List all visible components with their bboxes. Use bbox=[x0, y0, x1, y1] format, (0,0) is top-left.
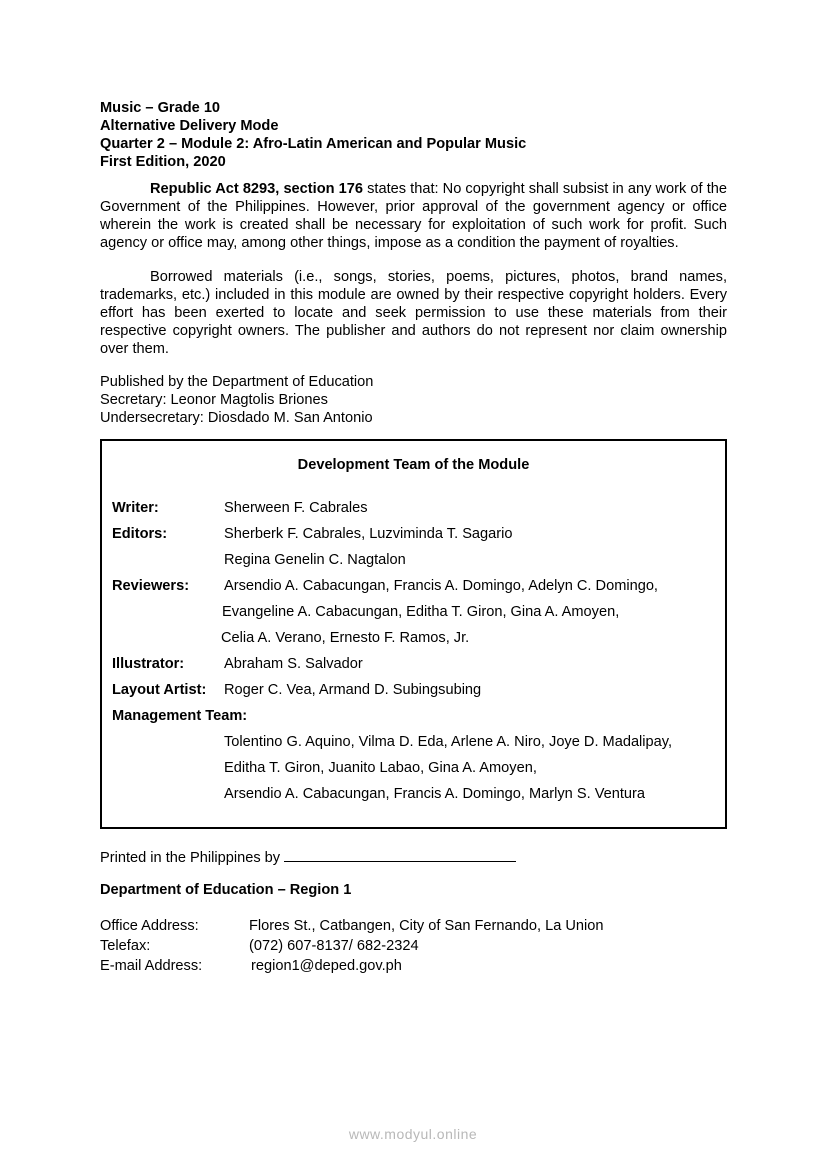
office-address-label: Office Address: bbox=[100, 918, 199, 934]
illustrator-label: Illustrator: bbox=[112, 656, 185, 672]
reviewers-value-2: Evangeline A. Cabacungan, Editha T. Giron, Gina A. Amoyen, bbox=[222, 604, 620, 620]
copyright-text: states that: No copyright shall subsist in any work of the Government of the Philippines. However, prior approval of the government agency or office wherein the work is created shall be necessary for exploitation of such work for profit. Such agency or office may, among other things, impose as a condition the payment of royalties. bbox=[100, 181, 727, 251]
header-subject: Music – Grade 10 bbox=[100, 100, 221, 116]
editors-value-1: Sherberk F. Cabrales, Luzviminda T. Sagario bbox=[224, 526, 513, 542]
website-watermark: www.modyul.online bbox=[348, 1126, 478, 1142]
writer-value: Sherween F. Cabrales bbox=[224, 500, 368, 516]
email-value: region1@deped.gov.ph bbox=[251, 958, 402, 974]
borrowed-paragraph bbox=[100, 268, 727, 358]
writer-label: Writer: bbox=[112, 500, 159, 516]
header-mode: Alternative Delivery Mode bbox=[100, 118, 279, 134]
management-label: Management Team: bbox=[112, 708, 248, 724]
module-header bbox=[100, 99, 727, 171]
email-label: E-mail Address: bbox=[100, 958, 203, 974]
publisher-block bbox=[100, 373, 373, 427]
reviewers-value-1: Arsendio A. Cabacungan, Francis A. Domingo, Adelyn C. Domingo, bbox=[224, 578, 658, 594]
borrowed-text: Borrowed materials (i.e., songs, stories, poems, pictures, photos, brand names, trademarks, etc.) included in this module are owned by their respective copyright holders. Every effort has been exerted to locate and seek permission to use these materials from their respective copyright owners. The publisher and authors do not represent nor claim ownership over them. bbox=[100, 269, 727, 357]
reviewers-value-3: Celia A. Verano, Ernesto F. Ramos, Jr. bbox=[221, 630, 470, 646]
management-value-2: Editha T. Giron, Juanito Labao, Gina A. Amoyen, bbox=[224, 760, 537, 776]
management-value-3: Arsendio A. Cabacungan, Francis A. Domingo, Marlyn S. Ventura bbox=[224, 786, 646, 802]
editors-value-2: Regina Genelin C. Nagtalon bbox=[224, 552, 406, 568]
team-title: Development Team of the Module bbox=[297, 457, 530, 473]
telefax-value: (072) 607-8137/ 682-2324 bbox=[249, 938, 419, 954]
reviewers-label: Reviewers: bbox=[112, 578, 190, 594]
header-edition: First Edition, 2020 bbox=[100, 154, 226, 170]
printer-blank-line bbox=[284, 847, 516, 862]
header-module-title: Quarter 2 – Module 2: Afro-Latin American and Popular Music bbox=[100, 136, 527, 152]
development-team-box bbox=[100, 439, 727, 829]
publisher-line: Published by the Department of Education bbox=[100, 374, 374, 390]
illustrator-value: Abraham S. Salvador bbox=[224, 656, 363, 672]
layout-artist-value: Roger C. Vea, Armand D. Subingsubing bbox=[224, 682, 482, 698]
region-heading: Department of Education – Region 1 bbox=[100, 882, 352, 898]
printed-line bbox=[100, 847, 516, 866]
layout-artist-label: Layout Artist: bbox=[112, 682, 207, 698]
management-value-1: Tolentino G. Aquino, Vilma D. Eda, Arlene A. Niro, Joye D. Madalipay, bbox=[224, 734, 673, 750]
office-address-value: Flores St., Catbangen, City of San Fernando, La Union bbox=[249, 918, 604, 934]
copyright-lead: Republic Act 8293, section 176 bbox=[150, 181, 363, 197]
undersecretary-line: Undersecretary: Diosdado M. San Antonio bbox=[100, 410, 373, 426]
editors-label: Editors: bbox=[112, 526, 168, 542]
copyright-paragraph bbox=[100, 180, 727, 252]
printed-label: Printed in the Philippines by bbox=[100, 850, 281, 866]
telefax-label: Telefax: bbox=[100, 938, 151, 954]
secretary-line: Secretary: Leonor Magtolis Briones bbox=[100, 392, 328, 408]
